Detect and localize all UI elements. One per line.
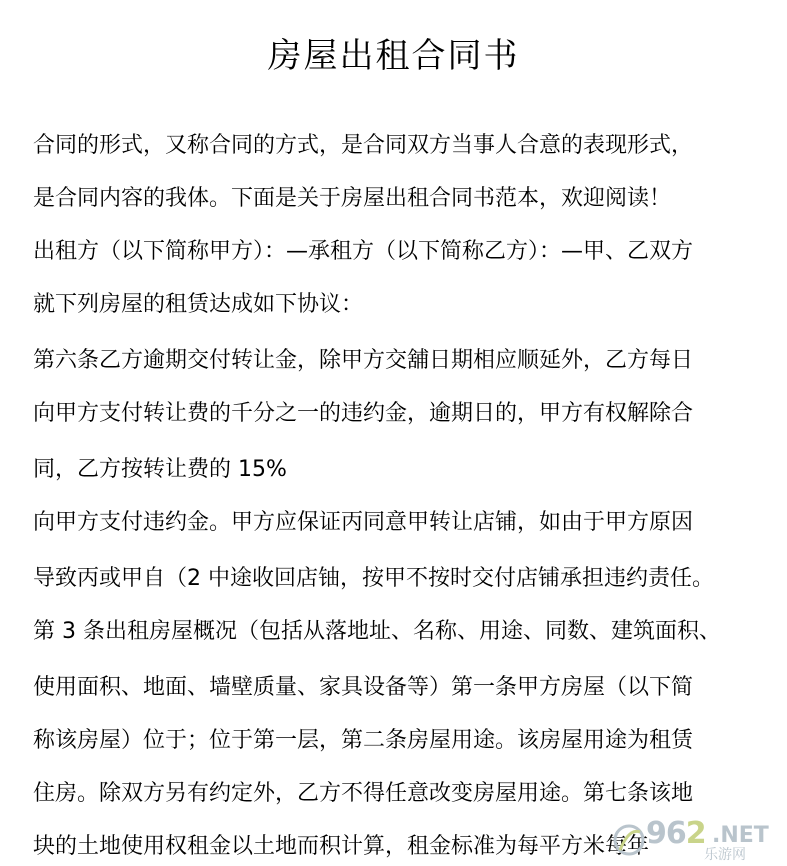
- body-line: 使用面积、地面、墙壁质量、家具设备等）第一条甲方房屋（以下简: [33, 675, 694, 700]
- watermark-digits: 962: [646, 816, 706, 851]
- body-line: 合同的形式，又称合同的方式，是合同双方当事人合意的表现形式，: [33, 133, 694, 158]
- document-title: 房屋出租合同书: [267, 36, 520, 76]
- body-line: 第 3 条出租房屋概况（包括从落地址、名称、用途、同数、建筑面积、: [33, 619, 721, 644]
- body-line: 出租方（以下简称甲方）：—承租方（以下简称乙方）：—甲、乙双方: [33, 239, 694, 264]
- body-line: 同，乙方按转让费的 15%: [33, 457, 287, 482]
- body-line: 向甲方支付违约金。甲方应保证丙同意甲转让店铺，如由于甲方原因: [33, 510, 694, 535]
- body-line: 块的土地使用权租金以土地而积计算，租金标准为每平方米每年: [33, 834, 650, 859]
- watermark-subtitle: 乐游网: [704, 847, 746, 863]
- body-line: 是合同内容的我体。下面是关于房屋出租合同书范本，欢迎阅读！: [33, 186, 672, 211]
- body-line: 住房。除双方另有约定外，乙方不得任意改变房屋用途。第七条该地: [33, 781, 694, 806]
- body-line: 向甲方支付转让费的千分之一的违约金，逾期日的，甲方有权解除合: [33, 401, 694, 426]
- body-line: 称该房屋）位于；位于第一层，第二条房屋用途。该房屋用途为租赁: [33, 728, 694, 753]
- body-line: 第六条乙方逾期交付转让金，除甲方交舖日期相应顺延外，乙方每日: [33, 348, 694, 373]
- body-line: 就下列房屋的租赁达成如下协议：: [33, 292, 364, 317]
- site-watermark: [612, 814, 784, 864]
- body-line: 导致丙或甲自（2 中途收回店铀，按甲不按时交付店铺承担违约责任。: [33, 566, 714, 591]
- watermark-net: .NET: [712, 823, 769, 848]
- 962-logo-icon: [612, 820, 646, 860]
